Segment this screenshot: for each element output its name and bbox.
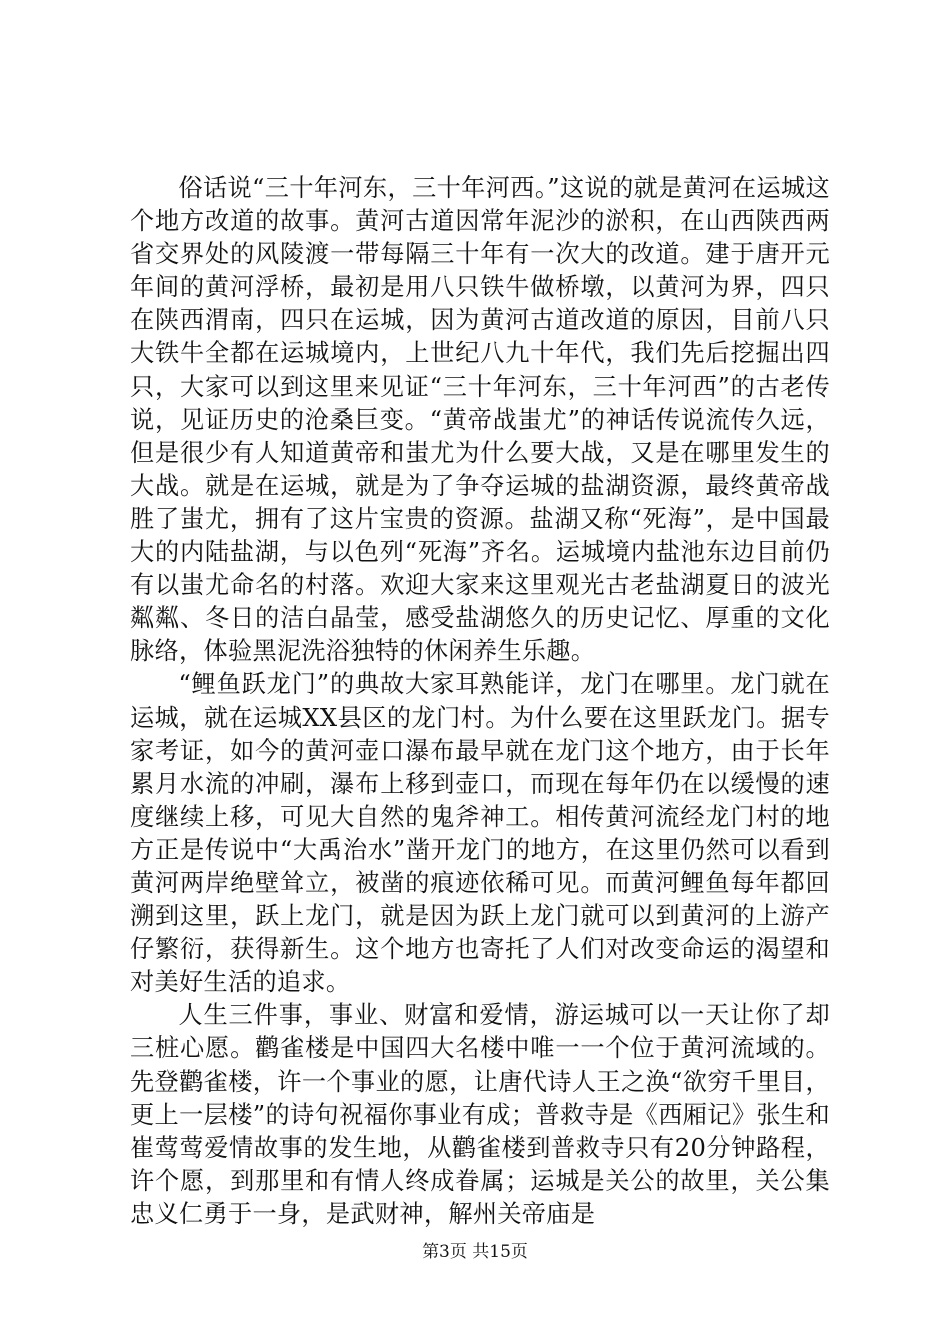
paragraph-yellow-river-course: 俗话说“三十年河东，三十年河西。”这说的就是黄河在运城这个地方改道的故事。黄河古道因常年泥沙的淤积，在山西陕西两省交界处的风陵渡一带每隔三十年有一次大的改道。建于唐开元年间的黄河浮桥，最初是用八只铁牛做桥墩，以黄河为界，四只在陕西渭南，四只在运城，因为黄河古道改道的原因，目前八只大铁牛全都在运城境内，上世纪八九十年代，我们先后挖掘出四只，大家可以到这里来见证“三十年河东，三十年河西”的古老传说，见证历史的沧桑巨变。“黄帝战蚩尤”的神话传说流传久远，但是很少有人知道黄帝和蚩尤为什么要大战，又是在哪里发生的大战。就是在运城，就是为了争夺运城的盐湖资源，最终黄帝战胜了蚩尤，拥有了这片宝贵的资源。盐湖又称“死海”，是中国最大的内陆盐湖，与以色列“死海”齐名。运城境内盐池东边目前仍有以蚩尤命名的村落。欢迎大家来这里观光古老盐湖夏日的波光粼粼、冬日的洁白晶莹，感受盐湖悠久的历史记忆、厚重的文化脉络，体验黑泥洗浴独特的休闲养生乐趣。	[130, 174, 830, 666]
page-number-footer: 第3页 共15页	[422, 1242, 528, 1262]
document-body	[130, 172, 830, 1231]
paragraph-dragon-gate: “鲤鱼跃龙门”的典故大家耳熟能详，龙门在哪里。龙门就在运城，就在运城XX县区的龙门村。为什么要在这里跃龙门。据专家考证，如今的黄河壶口瀑布最早就在龙门这个地方，由于长年累月水流的冲刷，瀑布上移到壶口，而现在每年仍在以缓慢的速度继续上移，可见大自然的鬼斧神工。相传黄河流经龙门村的地方正是传说中“大禹治水”凿开龙门的地方，在这里仍然可以看到黄河两岸绝壁耸立，被凿的痕迹依稀可见。而黄河鲤鱼每年都回溯到这里，跃上龙门，就是因为跃上龙门就可以到黄河的上游产仔繁衍，获得新生。这个地方也寄托了人们对改变命运的渴望和对美好生活的追求。	[130, 670, 830, 997]
paragraph-three-wishes: 人生三件事，事业、财富和爱情，游运城可以一天让你了却三桩心愿。鹳雀楼是中国四大名楼中唯一一个位于黄河流域的。先登鹳雀楼，许一个事业的愿，让唐代诗人王之涣“欲穷千里目，更上一层楼”的诗句祝福你事业有成；普救寺是《西厢记》张生和崔莺莺爱情故事的发生地，从鹳雀楼到普救寺只有20分钟路程，许个愿，到那里和有情人终成眷属；运城是关公的故里，关公集忠义仁勇于一身，是武财神，解州关帝庙是	[130, 1001, 830, 1228]
